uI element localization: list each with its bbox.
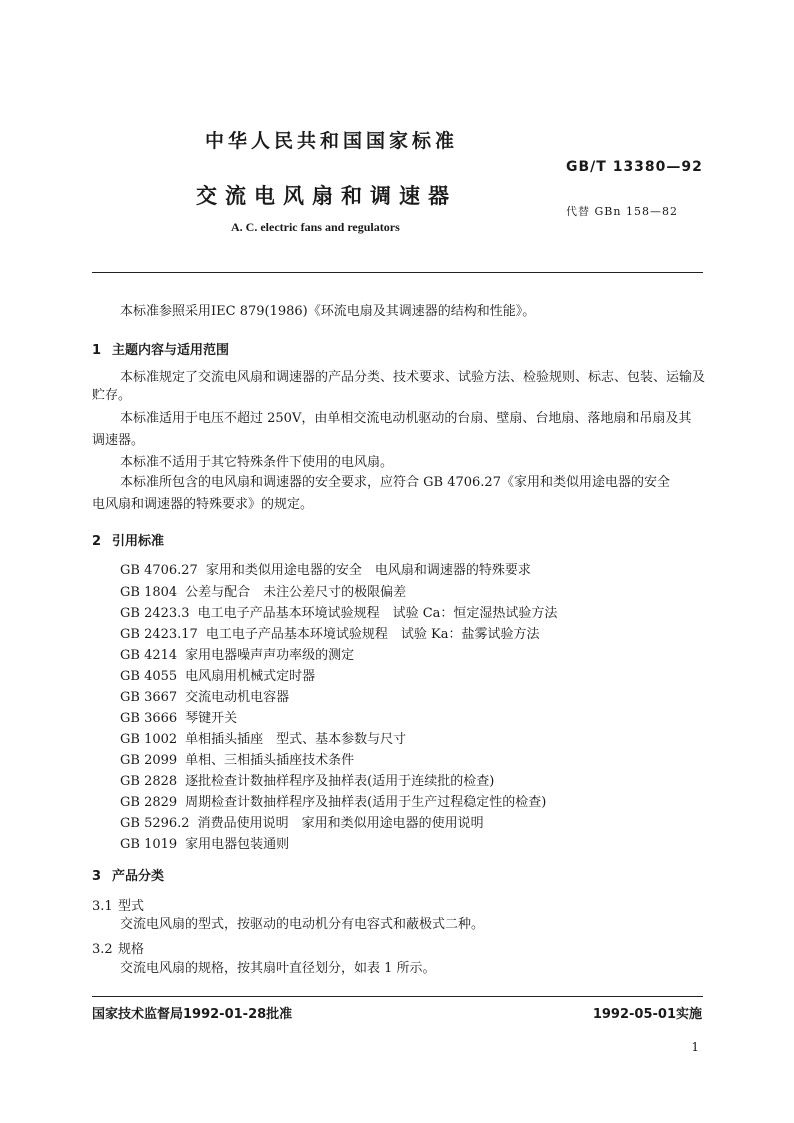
reference-item: [120, 812, 484, 831]
reference-item: [120, 644, 354, 663]
replaces-standard: 代替 GBn 158—82: [566, 205, 678, 218]
reference-code: GB 4214: [120, 648, 178, 663]
reference-code: GB 4055: [120, 669, 178, 684]
reference-item: [120, 665, 315, 684]
section-3-heading: [92, 865, 164, 884]
section-title: 引用标准: [112, 534, 165, 549]
reference-title: 交流电动机电容器: [185, 690, 290, 705]
reference-code: GB 1002: [120, 732, 178, 747]
reference-code: GB 2423.3: [120, 606, 190, 621]
reference-code: GB 1804: [120, 585, 178, 600]
reference-item: [120, 581, 406, 600]
reference-title: 公差与配合 未注公差尺寸的极限偏差: [185, 585, 407, 600]
intro-paragraph: 本标准参照采用IEC 879(1986)《环流电扇及其调速器的结构和性能》。: [120, 304, 536, 319]
standard-code: GB/T 13380—92: [566, 159, 703, 175]
reference-code: GB 3666: [120, 711, 178, 726]
reference-code: GB 3667: [120, 690, 178, 705]
reference-title: 单相、三相插头插座技术条件: [185, 753, 355, 768]
subsection-3-2-text: 交流电风扇的规格，按其扇叶直径划分，如表 1 所示。: [120, 961, 436, 976]
document-title-cn: 交流电风扇和调速器: [196, 184, 457, 208]
section-1-paragraph-4-line-2: 电风扇和调速器的特殊要求》的规定。: [92, 497, 314, 512]
reference-code: GB 5296.2: [120, 816, 190, 831]
reference-code: GB 2828: [120, 774, 178, 789]
reference-item: [120, 623, 539, 642]
subsection-3-1-heading: [92, 895, 144, 914]
reference-code: GB 2423.17: [120, 627, 198, 642]
subsection-number: 3.1: [92, 899, 113, 914]
section-1-paragraph-3: 本标准不适用于其它特殊条件下使用的电风扇。: [120, 455, 394, 470]
reference-title: 逐批检查计数抽样程序及抽样表(适用于连续批的检查): [185, 774, 495, 789]
reference-code: GB 1019: [120, 837, 178, 852]
footer-divider: [92, 996, 703, 997]
reference-title: 电工电子产品基本环境试验规程 试验 Ka：盐雾试验方法: [205, 627, 540, 642]
reference-item: [120, 707, 237, 726]
section-2-heading: [92, 530, 164, 549]
reference-title: 家用电器包装通则: [185, 837, 290, 852]
reference-item: [120, 559, 531, 578]
section-1-heading: [92, 339, 229, 358]
reference-item: [120, 728, 406, 747]
effective-date: 1992-05-01实施: [592, 1007, 702, 1022]
section-number: 2: [92, 534, 102, 549]
reference-item: [120, 833, 289, 852]
section-1-paragraph-4-line-1: 本标准所包含的电风扇和调速器的安全要求，应符合 GB 4706.27《家用和类似用途电器的安全: [120, 475, 670, 490]
document-title-en: A. C. electric fans and regulators: [231, 220, 400, 234]
reference-title: 电工电子产品基本环境试验规程 试验 Ca：恒定湿热试验方法: [197, 606, 558, 621]
standard-category-title: 中华人民共和国国家标准: [205, 130, 459, 152]
section-1-paragraph-1-line-1: 本标准规定了交流电风扇和调速器的产品分类、技术要求、试验方法、检验规则、标志、包装、运输及: [120, 370, 706, 385]
page-number: 1: [691, 1040, 699, 1054]
reference-item: [120, 602, 557, 621]
approval-statement: 国家技术监督局1992-01-28批准: [92, 1007, 293, 1022]
subsection-title: 型式: [118, 899, 145, 914]
reference-title: 电风扇用机械式定时器: [185, 669, 316, 684]
section-1-paragraph-1-line-2: 贮存。: [92, 388, 132, 403]
reference-title: 消费品使用说明 家用和类似用途电器的使用说明: [197, 816, 484, 831]
reference-code: GB 4706.27: [120, 563, 198, 578]
reference-code: GB 2099: [120, 753, 178, 768]
subsection-3-1-text: 交流电风扇的型式，按驱动的电动机分有电容式和蔽极式二种。: [120, 917, 485, 932]
section-title: 产品分类: [112, 869, 165, 884]
header-divider: [92, 272, 703, 273]
subsection-number: 3.2: [92, 942, 113, 957]
reference-title: 周期检查计数抽样程序及抽样表(适用于生产过程稳定性的检查): [185, 795, 547, 810]
subsection-3-2-heading: [92, 938, 144, 957]
section-title: 主题内容与适用范围: [112, 343, 230, 358]
reference-code: GB 2829: [120, 795, 178, 810]
section-number: 3: [92, 869, 102, 884]
reference-item: [120, 749, 354, 768]
section-1-paragraph-2-line-2: 调速器。: [92, 433, 145, 448]
reference-item: [120, 770, 494, 789]
reference-item: [120, 791, 546, 810]
reference-title: 琴键开关: [185, 711, 238, 726]
section-1-paragraph-2-line-1: 本标准适用于电压不超过 250V，由单相交流电动机驱动的台扇、壁扇、台地扇、落地扇和吊扇及其: [120, 411, 692, 426]
reference-item: [120, 686, 289, 705]
subsection-title: 规格: [118, 942, 145, 957]
section-number: 1: [92, 343, 102, 358]
reference-title: 家用电器噪声声功率级的测定: [185, 648, 355, 663]
reference-title: 家用和类似用途电器的安全 电风扇和调速器的特殊要求: [205, 563, 531, 578]
reference-title: 单相插头插座 型式、基本参数与尺寸: [185, 732, 407, 747]
